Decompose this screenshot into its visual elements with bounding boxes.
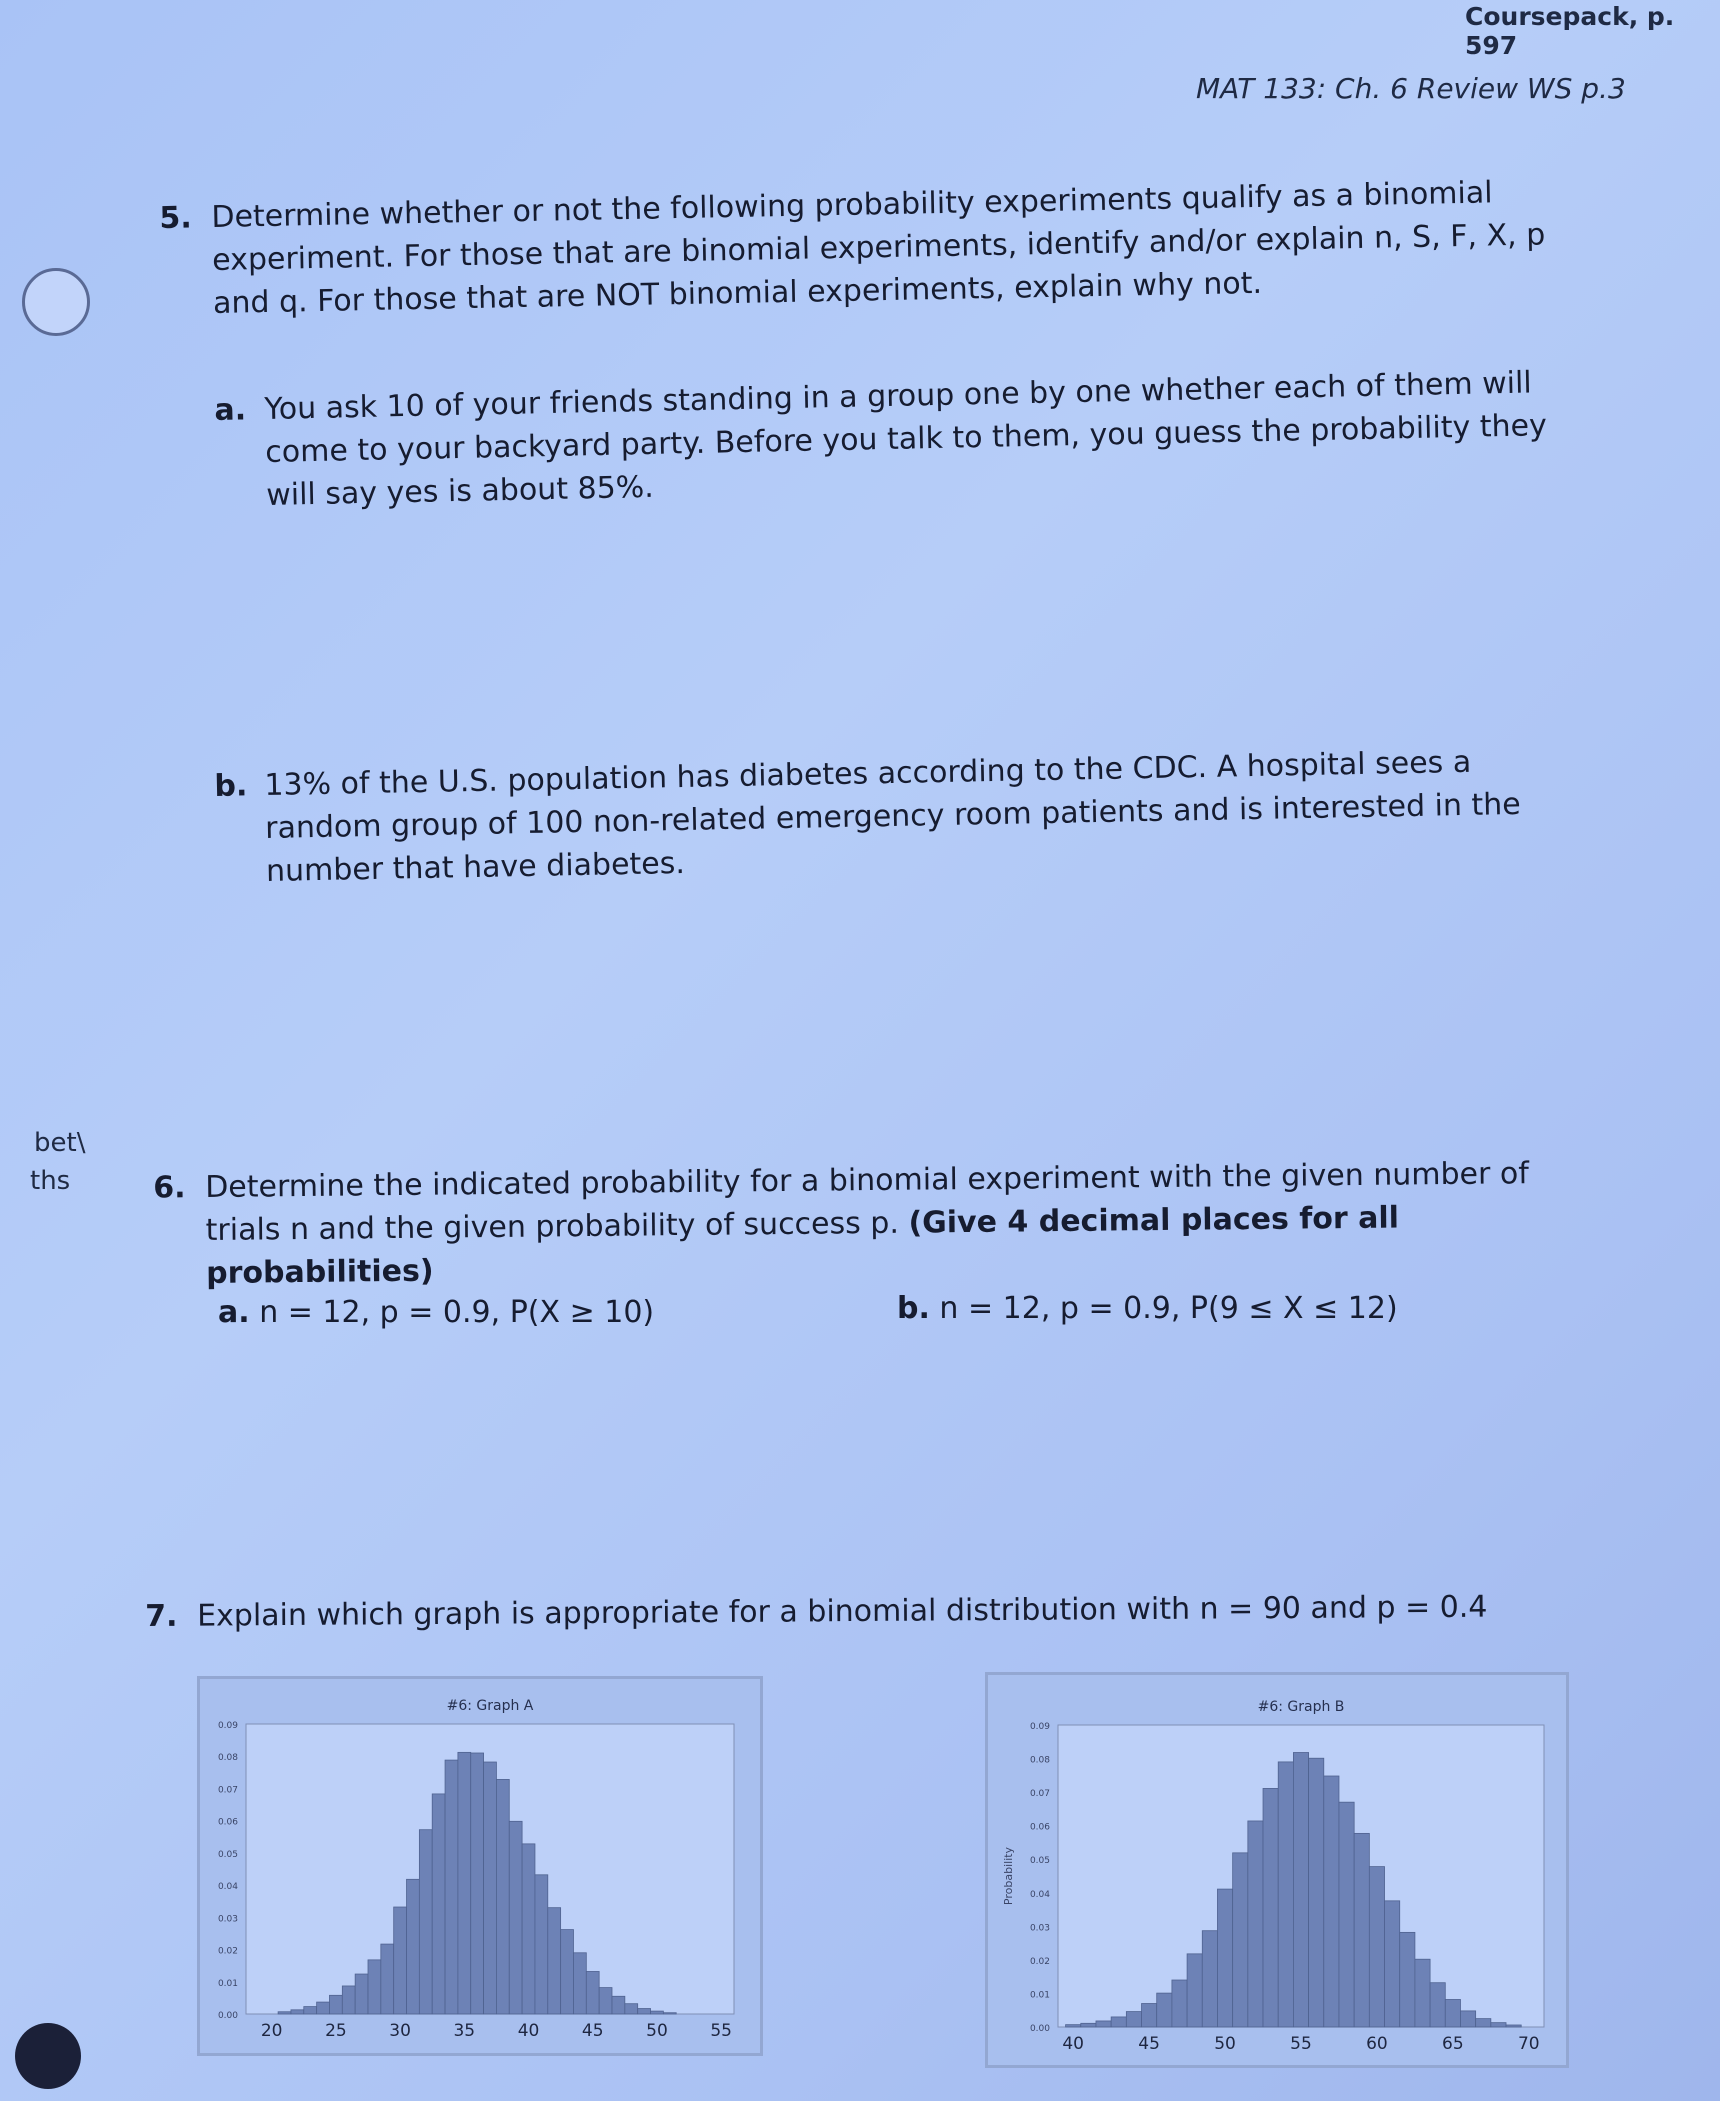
y-tick-label: 0.01 bbox=[217, 1978, 238, 1989]
x-tick-label: 55 bbox=[1290, 2034, 1312, 2054]
y-tick-label: 0.07 bbox=[1029, 1789, 1050, 1800]
x-tick-label: 55 bbox=[710, 2021, 732, 2041]
y-tick-label: 0.00 bbox=[1029, 2024, 1050, 2034]
chart-bar bbox=[1430, 1983, 1445, 2027]
y-tick-label: 0.01 bbox=[1029, 1990, 1050, 2001]
chart-bar bbox=[1172, 1980, 1187, 2027]
chart-bar bbox=[1506, 2025, 1521, 2027]
y-tick-label: 0.02 bbox=[217, 1946, 238, 1957]
x-tick-label: 65 bbox=[1442, 2034, 1464, 2054]
y-tick-label: 0.08 bbox=[1029, 1755, 1050, 1766]
chart-bar bbox=[1066, 2025, 1081, 2027]
chart-bar bbox=[522, 1844, 535, 2014]
graph-a-plot bbox=[200, 1679, 760, 2053]
margin-note-2: ths bbox=[30, 1166, 71, 1196]
binder-hole-icon bbox=[15, 2023, 81, 2089]
chart-bar bbox=[625, 2004, 638, 2014]
chart-bar bbox=[548, 1908, 561, 2014]
binder-hole-icon bbox=[22, 268, 90, 336]
x-tick-label: 35 bbox=[453, 2021, 476, 2041]
x-tick-label: 45 bbox=[1138, 2034, 1160, 2054]
y-tick-label: 0.06 bbox=[217, 1817, 238, 1828]
chart-bar bbox=[419, 1830, 432, 2014]
part-text: n = 12, p = 0.9, P(9 ≤ X ≤ 12) bbox=[939, 1291, 1398, 1326]
chart-bar bbox=[535, 1875, 548, 2014]
chart-bar bbox=[432, 1794, 445, 2014]
x-tick-label: 40 bbox=[517, 2021, 540, 2041]
chart-bar bbox=[1369, 1867, 1384, 2027]
question-6a bbox=[218, 1295, 654, 1330]
y-axis-label: Probability bbox=[1002, 1846, 1015, 1906]
chart-bar bbox=[561, 1930, 574, 2014]
chart-bar bbox=[394, 1907, 407, 2014]
chart-bar bbox=[612, 1996, 625, 2014]
chart-bar bbox=[651, 2011, 664, 2014]
question-text: Determine whether or not the following probability experiments qualify as a binomial experiment. For those that are binomial experiments, identify and/or explain n, S, F, X, p and q. For those that are NOT binomial experiments, explain why not. bbox=[211, 175, 1546, 321]
chart-bar bbox=[458, 1752, 471, 2014]
chart-bar bbox=[471, 1753, 484, 2014]
question-number: 7. bbox=[145, 1598, 178, 1634]
chart-bar bbox=[1233, 1853, 1248, 2027]
y-tick-label: 0.09 bbox=[217, 1721, 238, 1731]
graph-b bbox=[985, 1672, 1569, 2068]
x-tick-label: 30 bbox=[389, 2021, 411, 2041]
chart-bar bbox=[509, 1821, 522, 2014]
x-tick-label: 40 bbox=[1062, 2034, 1085, 2054]
chart-bar bbox=[1126, 2012, 1141, 2027]
chart-bar bbox=[1445, 1999, 1460, 2027]
part-text: n = 12, p = 0.9, P(X ≥ 10) bbox=[259, 1295, 655, 1330]
question-number: 6. bbox=[153, 1170, 186, 1206]
x-tick-label: 50 bbox=[1214, 2034, 1236, 2054]
chart-bar bbox=[1476, 2019, 1491, 2027]
graph-a bbox=[197, 1676, 763, 2056]
y-tick-label: 0.05 bbox=[217, 1849, 238, 1860]
y-tick-label: 0.03 bbox=[217, 1914, 238, 1925]
part-text: You ask 10 of your friends standing in a group one by one whether each of them will come to your backyard party. Before you talk to them, you guess the probability they will say yes is about 85%. bbox=[264, 365, 1548, 513]
chart-bar bbox=[1157, 1993, 1172, 2027]
chart-bar bbox=[291, 2010, 304, 2014]
chart-bar bbox=[1096, 2021, 1111, 2027]
chart-bar bbox=[1400, 1932, 1415, 2027]
chart-bar bbox=[1309, 1758, 1324, 2027]
chart-bar bbox=[1111, 2017, 1126, 2027]
x-tick-label: 45 bbox=[581, 2021, 604, 2041]
worksheet-title: MAT 133: Ch. 6 Review WS p.3 bbox=[1196, 72, 1626, 105]
chart-title: #6: Graph A bbox=[446, 1698, 534, 1714]
question-7 bbox=[145, 1585, 1545, 1638]
question-text: Determine the indicated probability for a binomial experiment with the given number of trials n and the given probability of success p. bbox=[205, 1156, 1530, 1248]
chart-bar bbox=[445, 1760, 458, 2014]
chart-bar bbox=[1385, 1901, 1400, 2027]
question-text: Explain which graph is appropriate for a binomial distribution with n = 90 and p = 0.4 bbox=[197, 1589, 1488, 1634]
part-text: 13% of the U.S. population has diabetes according to the CDC. A hospital sees a random group of 100 non-related emergency room patients and is interested in the number that have diabetes. bbox=[264, 744, 1522, 889]
chart-bar bbox=[1324, 1776, 1339, 2027]
chart-bar bbox=[355, 1974, 368, 2014]
question-5 bbox=[159, 170, 1553, 325]
chart-bar bbox=[1415, 1959, 1430, 2027]
chart-bar bbox=[638, 2009, 651, 2014]
y-tick-label: 0.04 bbox=[217, 1882, 238, 1893]
chart-bar bbox=[1460, 2011, 1475, 2027]
chart-title: #6: Graph B bbox=[1257, 1699, 1345, 1715]
chart-bar bbox=[278, 2012, 291, 2014]
chart-bar bbox=[1081, 2023, 1096, 2027]
chart-bar bbox=[573, 1953, 586, 2014]
chart-bar bbox=[1248, 1821, 1263, 2027]
chart-bar bbox=[1293, 1753, 1308, 2027]
chart-bar bbox=[368, 1960, 381, 2014]
y-tick-label: 0.06 bbox=[1029, 1822, 1050, 1833]
y-tick-label: 0.00 bbox=[217, 2011, 238, 2021]
y-tick-label: 0.05 bbox=[1029, 1856, 1050, 1867]
part-label: b. bbox=[214, 768, 248, 804]
question-6 bbox=[153, 1152, 1566, 1295]
y-tick-label: 0.03 bbox=[1029, 1923, 1050, 1934]
chart-bar bbox=[1339, 1802, 1354, 2027]
chart-bar bbox=[1491, 2023, 1506, 2027]
graph-b-plot bbox=[988, 1675, 1566, 2065]
x-tick-label: 60 bbox=[1366, 2034, 1388, 2054]
coursepack-page-ref: Coursepack, p. 597 bbox=[1465, 2, 1675, 60]
chart-bar bbox=[496, 1779, 509, 2014]
chart-bar bbox=[304, 2007, 317, 2014]
x-tick-label: 50 bbox=[646, 2021, 668, 2041]
y-tick-label: 0.09 bbox=[1029, 1722, 1050, 1732]
question-5a bbox=[214, 361, 1566, 517]
chart-bar bbox=[1142, 2004, 1157, 2027]
x-tick-label: 25 bbox=[325, 2021, 347, 2041]
chart-bar bbox=[407, 1879, 420, 2014]
chart-bar bbox=[1278, 1762, 1293, 2027]
part-label: b. bbox=[897, 1291, 930, 1326]
y-tick-label: 0.08 bbox=[217, 1753, 238, 1764]
chart-bar bbox=[342, 1986, 355, 2014]
chart-bar bbox=[317, 2002, 330, 2014]
question-number: 5. bbox=[159, 200, 193, 236]
x-tick-label: 20 bbox=[260, 2021, 283, 2041]
part-label: a. bbox=[214, 392, 247, 429]
chart-bar bbox=[586, 1971, 599, 2014]
chart-bar bbox=[381, 1944, 394, 2014]
chart-bar bbox=[1354, 1833, 1369, 2027]
chart-bar bbox=[1202, 1931, 1217, 2027]
margin-note-1: bet\ bbox=[34, 1128, 86, 1158]
y-tick-label: 0.04 bbox=[1029, 1889, 1050, 1900]
chart-bar bbox=[599, 1988, 612, 2014]
y-tick-label: 0.02 bbox=[1029, 1956, 1050, 1967]
chart-bar bbox=[329, 1995, 342, 2014]
question-5b bbox=[214, 740, 1526, 893]
question-instruction: (Give 4 decimal places for all probabilities) bbox=[205, 1200, 1400, 1291]
chart-bar bbox=[1263, 1788, 1278, 2027]
x-tick-label: 70 bbox=[1517, 2034, 1540, 2054]
question-6b bbox=[897, 1291, 1398, 1326]
chart-bar bbox=[484, 1762, 497, 2014]
chart-bar bbox=[1217, 1889, 1232, 2027]
chart-bar bbox=[1187, 1954, 1202, 2027]
y-tick-label: 0.07 bbox=[217, 1785, 238, 1796]
chart-bar bbox=[663, 2013, 676, 2014]
part-label: a. bbox=[218, 1295, 250, 1330]
